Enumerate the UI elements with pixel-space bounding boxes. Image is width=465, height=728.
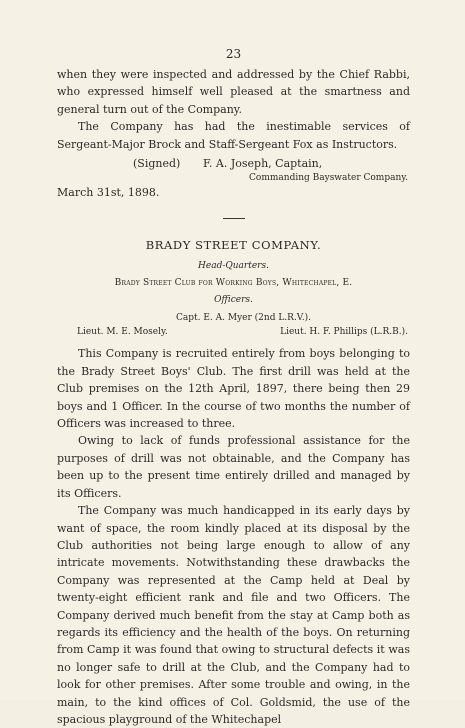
section-heading: BRADY STREET COMPANY. — [145, 238, 322, 253]
page-number: 23 — [225, 47, 242, 61]
signatory-name: F. A. Joseph, Captain, — [203, 157, 323, 171]
signature-line — [57, 155, 410, 172]
letter-date: March 31st, 1898. — [57, 186, 160, 200]
officer-lieutenant-phillips: Lieut. H. F. Phillips (L.R.B.). — [280, 327, 408, 338]
instructors-paragraph: The Company has had the inestimable services of Sergeant-Major Brock and Staff-Sergeant Fox as Instructors. — [57, 120, 410, 151]
body-paragraph-recruitment: This Company is recruited entirely from boys belonging to the Brady Street Boys' Club. The first drill was held at the Club premises on the 12th April, 1897, there being then 29 boys and 1 Officer. In the course of two months the number of Officers was increased to three. — [57, 347, 410, 431]
section-divider — [223, 218, 245, 219]
officers-label: Officers. — [214, 295, 253, 306]
body-paragraph-funds: Owing to lack of funds professional assistance for the purposes of drill was not obtainable, and the Company has been up to the present time entirely drilled and managed by its Officers. — [57, 434, 410, 500]
headquarters-label: Head-Quarters. — [198, 261, 269, 272]
continued-paragraph: when they were inspected and addressed by the Chief Rabbi, who expressed himself well pleased at the smartness and general turn out of the Company. — [57, 68, 410, 116]
signatory-title: Commanding Bayswater Company. — [249, 173, 408, 184]
officer-lieutenant-mosely: Lieut. M. E. Mosely. — [77, 327, 168, 338]
officer-captain: Capt. E. A. Myer (2nd L.R.V.). — [176, 313, 311, 324]
signed-label: (Signed) — [133, 157, 181, 171]
body-paragraph-space: The Company was much handicapped in its early days by want of space, the room kindly placed at its disposal by the Club authorities not being large enough to allow of any intricate movements. Notwithstanding these drawbacks the Company was represented at the Camp held at Deal by twenty-eight efficient rank and file and two Officers. The Company derived much benefit from the stay at Camp both as regards its efficiency and the health of the boys. On returning from Camp it was found that owing to structural defects it was no longer safe to drill at the Club, and the Company had to look for other premises. After some trouble and owing, in the main, to the kind offices of Col. Goldsmid, the use of the spacious playground of the Whitechapel — [57, 504, 410, 726]
club-address: Brady Street Club for Working Boys, Whitechapel, E. — [114, 278, 353, 289]
officer-lieutenants — [57, 325, 410, 339]
